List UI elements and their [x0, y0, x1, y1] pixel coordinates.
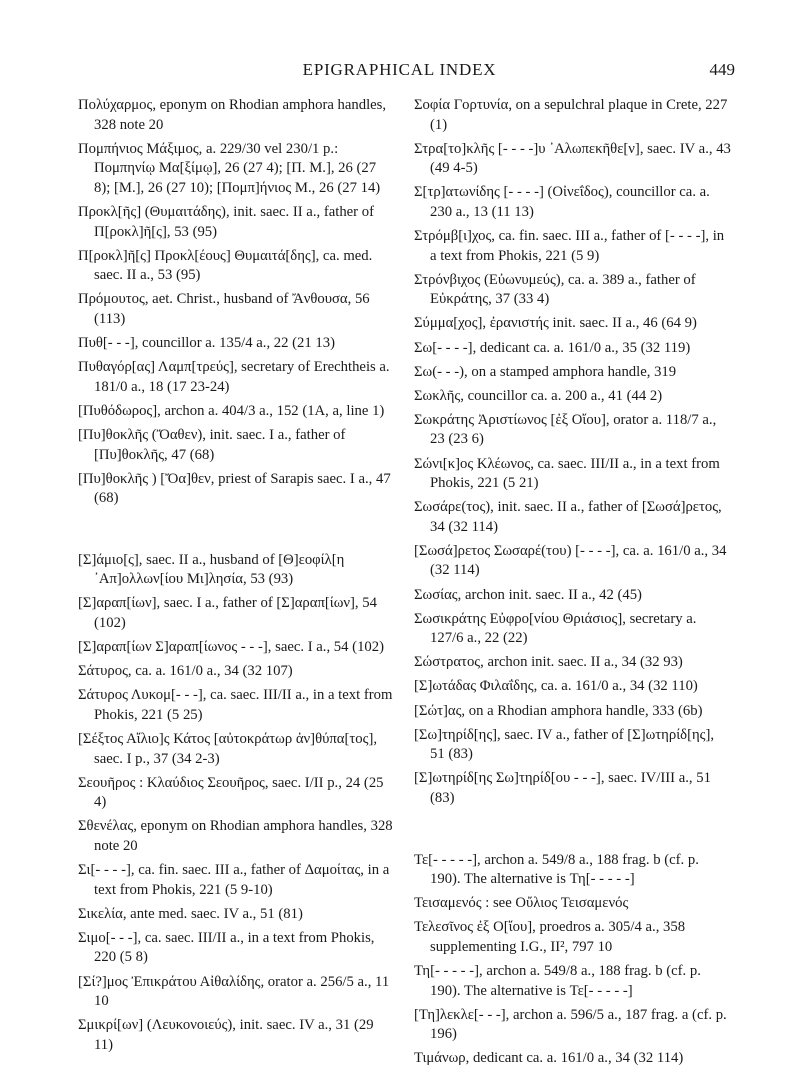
index-entry: Στρα[το]κλῆς [- - - -]υ ᾿Αλωπεκῆθε[ν], saec. IV a., 43 (49 4-5)	[414, 140, 731, 177]
index-entry: Σάτυρος, ca. a. 161/0 a., 34 (32 107)	[78, 663, 293, 680]
index-entry: Π[ροκλ]ῆ[ς] Προκλ[έους] Θυμαιτά[δης], ca. med. saec. II a., 53 (95)	[78, 247, 373, 284]
index-entry: [Τη]λεκλε[- - -], archon a. 596/5 a., 187 frag. a (cf. p. 196)	[414, 1006, 727, 1043]
index-entry: Σώνι[κ]ος Κλέωνος, ca. saec. III/II a., in a text from Phokis, 221 (5 21)	[414, 455, 720, 492]
index-entry: Πρόμουτος, aet. Christ., husband of Ἄνθουσα, 56 (113)	[78, 291, 370, 327]
index-entry: Σω(- - -), on a stamped amphora handle, 319	[414, 363, 677, 380]
index-entry: Σωκλῆς, councillor ca. a. 200 a., 41 (44 2)	[414, 387, 663, 404]
index-entry: [Σ]άμιο[ς], saec. II a., husband of [Θ]εοφίλ[η ᾿Απ]ολλων[ίου Μι]λησία, 53 (93)	[78, 551, 345, 588]
index-entry: [Σ]ωτηρίδ[ης Σω]τηρίδ[ου - - -], saec. IV/III a., 51 (83)	[414, 770, 711, 806]
index-entry: Σω[- - - -], dedicant ca. a. 161/0 a., 35 (32 119)	[414, 339, 691, 356]
index-entry: [Σί?]μος Ἐπικράτου Αἰθαλίδης, orator a. 256/5 a., 11 10	[78, 973, 390, 1010]
index-entry: Σιμο[- - -], ca. saec. III/II a., in a text from Phokis, 220 (5 8)	[78, 929, 375, 966]
index-entry: Στρόμβ[ι]χος, ca. fin. saec. III a., father of [- - - -], in a text from Phokis, 221 (5 9)	[414, 228, 725, 264]
index-entry: Πυθ[- - -], councillor a. 135/4 a., 22 (21 13)	[78, 335, 335, 352]
page-header	[0, 60, 799, 84]
index-entry: [Πυ]θοκλῆς (Ὄαθεν), init. saec. I a., father of [Πυ]θοκλῆς, 47 (68)	[78, 426, 346, 463]
index-entry: Σικελία, ante med. saec. IV a., 51 (81)	[78, 905, 303, 922]
index-entry: Σ[τρ]ατωνίδης [- - - -] (Οἰνεΐδος), councillor ca. a. 230 a., 13 (11 13)	[414, 184, 710, 220]
index-entry: Τεισαμενός : see Οὔλιος Τεισαμενός	[414, 895, 629, 912]
index-entry: Τε[- - - - -], archon a. 549/8 a., 188 frag. b (cf. p. 190). The alternative is Τη[- - - - -]	[414, 851, 699, 888]
page-number: 449	[709, 60, 735, 79]
index-entry: Πολύχαρμος, eponym on Rhodian amphora handles, 328 note 20	[78, 97, 387, 133]
index-entry: Σοφία Γορτυνία, on a sepulchral plaque in Crete, 227 (1)	[414, 97, 728, 133]
running-head: EPIGRAPHICAL INDEX	[302, 60, 497, 79]
index-entry: Σθενέλας, eponym on Rhodian amphora handles, 328 note 20	[78, 818, 393, 854]
index-entry: Πυθαγόρ[ας] Λαμπ[τρεύς], secretary of Erechtheis a. 181/0 a., 18 (17 23-24)	[78, 359, 390, 395]
index-entry: [Σω]τηρίδ[ης], saec. IV a., father of [Σ]ωτηρίδ[ης], 51 (83)	[414, 726, 715, 763]
index-entry: Προκλ[ῆς] (Θυμαιτάδης), init. saec. II a., father of Π[ροκλ]ῆ[ς], 53 (95)	[78, 203, 374, 240]
index-entry: Σώστρατος, archon init. saec. II a., 34 (32 93)	[414, 654, 683, 671]
index-entry: Σωσικράτης Εὐφρο[νίου Θριάσιος], secretary a. 127/6 a., 22 (22)	[414, 610, 697, 647]
index-entry: [Σ]αραπ[ίων], saec. I a., father of [Σ]αραπ[ίων], 54 (102)	[78, 595, 377, 632]
index-entry: Σεουῆρος : Κλαύδιος Σεουῆρος, saec. I/II p., 24 (25 4)	[78, 774, 384, 811]
index-entry: Τη[- - - - -], archon a. 549/8 a., 188 frag. b (cf. p. 190). The alternative is Τε[- - - - -]	[414, 962, 701, 999]
index-entry: Σάτυρος Λυκομ[- - -], ca. saec. III/II a., in a text from Phokis, 221 (5 25)	[78, 687, 393, 723]
index-entry: Τιμάνωρ, dedicant ca. a. 161/0 a., 34 (32 114)	[414, 1050, 684, 1067]
index-entry: [Σέξτος Αἴλιο]ς Κάτος [αὐτοκράτωρ ἀν]θύπα[τος], saec. I p., 37 (34 2-3)	[78, 731, 378, 767]
right-column	[414, 96, 732, 1073]
index-entry: Σι[- - - -], ca. fin. saec. III a., father of Δαμοίτας, in a text from Phokis, 221 (5 9-10)	[78, 862, 390, 898]
index-entry: Τελεσῖνος ἐξ Ο[ἴου], proedros a. 305/4 a., 358 supplementing I.G., II², 797 10	[414, 919, 686, 955]
index-entry: [Σ]ωτάδας Φιλαΐδης, ca. a. 161/0 a., 34 (32 110)	[414, 678, 698, 695]
index-entry: [Σώτ]ας, on a Rhodian amphora handle, 333 (6b)	[414, 702, 703, 719]
index-entry: [Σωσά]ρετος Σωσαρέ(του) [- - - -], ca. a. 161/0 a., 34 (32 114)	[414, 542, 727, 579]
index-entry: [Πυθόδωρος], archon a. 404/3 a., 152 (1A, a, line 1)	[78, 402, 385, 419]
index-entry: Σωσάρε(τος), init. saec. II a., father of [Σωσά]ρετος, 34 (32 114)	[414, 499, 722, 535]
index-entry: Στρόνβιχος (Εὐωνυμεύς), ca. a. 389 a., father of Εὐκράτης, 37 (33 4)	[414, 271, 696, 308]
index-entry: [Σ]αραπ[ίων Σ]αραπ[ίωνος - - -], saec. I a., 54 (102)	[78, 639, 384, 656]
index-entry: [Πυ]θοκλῆς ) [Ὄα]θεν, priest of Sarapis saec. I a., 47 (68)	[78, 470, 391, 507]
left-column	[78, 96, 396, 1060]
index-entry: Πομπήνιος Μάξιμος, a. 229/30 vel 230/1 p.: Πομπηνίῳ Μα[ξίμῳ], 26 (27 4); [Π. Μ.], 26 (27 8); [Μ.], 26 (27 10); [Πομπ]ήνιος Μ., 26 (27 14)	[78, 140, 381, 196]
index-entry: Σωσίας, archon init. saec. II a., 42 (45)	[414, 586, 642, 603]
index-entry: Σωκράτης Ἀριστίωνος [ἐξ Οἴου], orator a. 118/7 a., 23 (23 6)	[414, 411, 717, 448]
index-entry: Σμικρί[ων] (Λευκονοιεύς), init. saec. IV a., 31 (29 11)	[78, 1017, 374, 1053]
index-entry: Σύμμα[χος], ἐρανιστής init. saec. II a., 46 (64 9)	[414, 315, 697, 332]
